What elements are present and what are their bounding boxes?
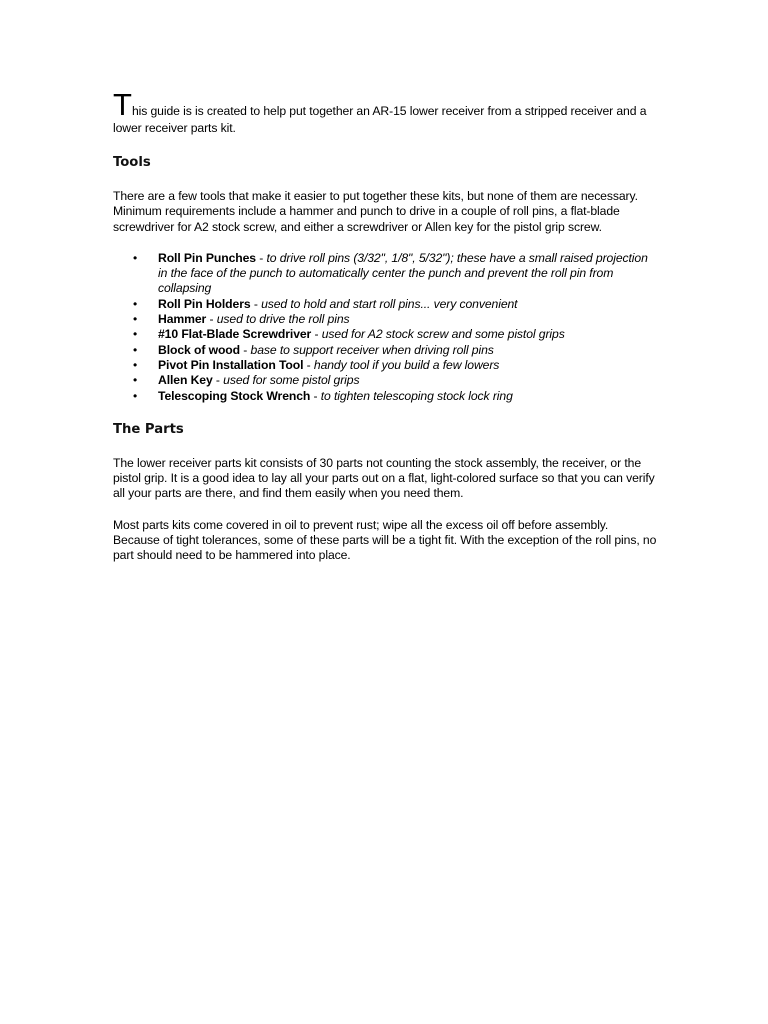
tool-separator: -	[311, 327, 322, 342]
tool-term: Roll Pin Holders	[158, 296, 251, 311]
parts-paragraph-1: The lower receiver parts kit consists of 30 parts not counting the stock assembly, the receiver, or the pistol grip. It is a good idea to lay all your parts out on a flat, light-colored surface so that you can verify all your parts are there, and find them easily when you need them.	[113, 455, 655, 501]
list-item	[113, 327, 658, 342]
tool-term: Roll Pin Punches	[158, 250, 256, 265]
tools-heading: Tools	[113, 155, 151, 170]
tool-term: Telescoping Stock Wrench	[158, 388, 311, 403]
intro-text: his guide is is created to help put together an AR-15 lower receiver from a stripped receiver and a lower receiver parts kit.	[113, 104, 647, 135]
tool-description: handy tool if you build a few lowers	[313, 357, 500, 372]
bullet-icon: •	[133, 388, 138, 403]
intro-paragraph	[113, 87, 658, 137]
list-item	[113, 251, 658, 297]
tool-separator: -	[303, 357, 314, 372]
bullet-icon: •	[133, 373, 138, 388]
bullet-icon: •	[133, 296, 138, 311]
tool-description: used for some pistol grips	[223, 373, 360, 388]
list-item	[113, 297, 658, 312]
tool-description: used to hold and start roll pins... very convenient	[261, 296, 518, 311]
bullet-icon: •	[133, 342, 138, 357]
tool-description: to tighten telescoping stock lock ring	[320, 388, 513, 403]
list-item	[113, 358, 658, 373]
list-item	[113, 389, 658, 404]
tool-description: base to support receiver when driving roll pins	[250, 342, 494, 357]
document-content	[113, 87, 658, 564]
tools-list	[113, 251, 658, 404]
tool-term: Block of wood	[158, 342, 240, 357]
parts-heading: The Parts	[113, 421, 184, 437]
bullet-icon: •	[133, 357, 138, 372]
bullet-icon: •	[133, 327, 138, 342]
tool-description: used to drive the roll pins	[216, 312, 350, 327]
bullet-icon: •	[133, 312, 138, 327]
bullet-icon: •	[133, 250, 138, 265]
list-item	[113, 312, 658, 327]
tool-separator: -	[212, 373, 224, 388]
tool-term: Hammer	[158, 312, 207, 327]
tools-paragraph: There are a few tools that make it easier to put together these kits, but none of them are necessary. Minimum requirements include a hammer and punch to drive in a couple of roll pins, a flat-blade screwdriver for A2 stock screw, and either a screwdriver or Allen key for the pistol grip screw.	[113, 189, 638, 234]
tool-separator: -	[250, 296, 262, 311]
tool-description: used for A2 stock screw and some pistol grips	[321, 327, 565, 342]
tool-term: #10 Flat-Blade Screwdriver	[158, 327, 312, 342]
tool-separator: -	[206, 312, 217, 327]
tool-separator: -	[239, 342, 251, 357]
tool-separator: -	[255, 250, 267, 265]
tool-term: Pivot Pin Installation Tool	[158, 357, 304, 372]
tool-term: Allen Key	[158, 373, 213, 388]
parts-paragraph-2: Most parts kits come covered in oil to prevent rust; wipe all the excess oil off before assembly. Because of tight tolerances, some of these parts will be a tight fit. With the exception of the roll pins, no part should need to be hammered into place.	[113, 517, 657, 563]
list-item	[113, 343, 658, 358]
tool-description: to drive roll pins (3/32", 1/8", 5/32"); these have a small raised projection in the face of the punch to automatically center the punch and prevent the roll pin from collapsing	[158, 250, 648, 296]
intro-dropcap: T	[113, 87, 132, 122]
tool-separator: -	[310, 388, 321, 403]
list-item	[113, 373, 658, 388]
